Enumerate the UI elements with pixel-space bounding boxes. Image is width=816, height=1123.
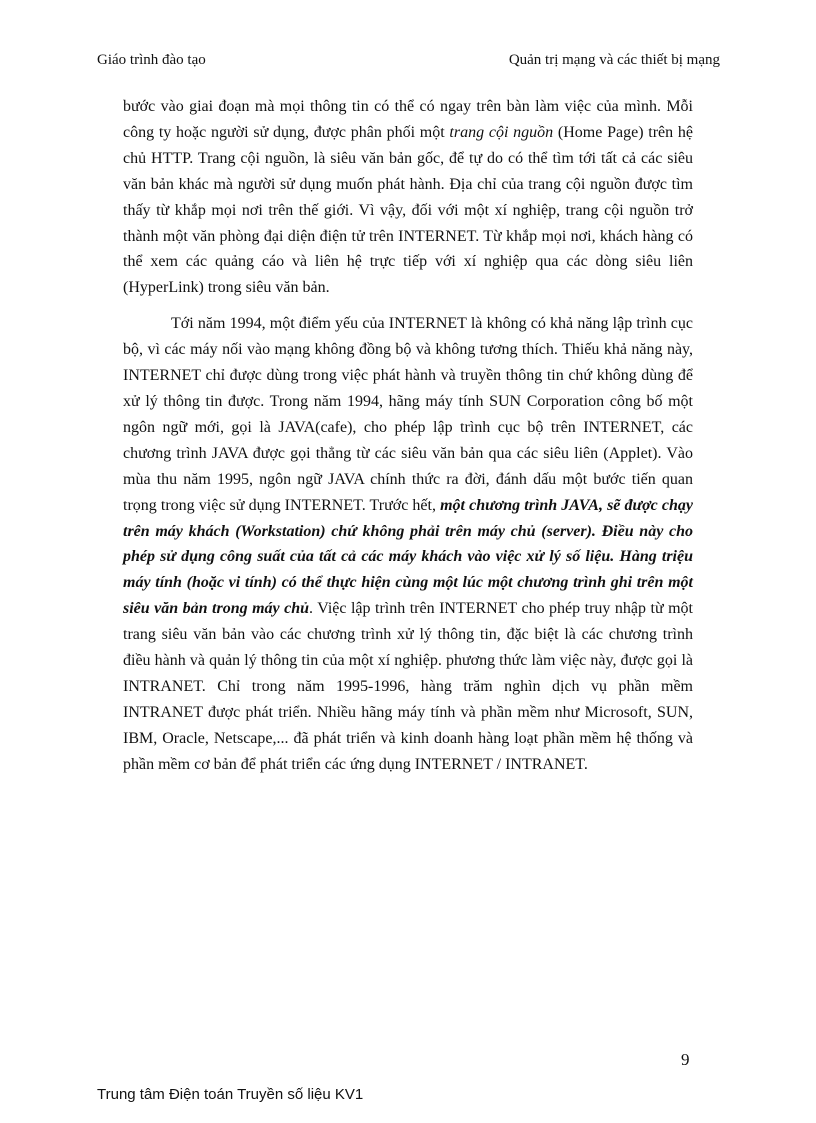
footer-text: Trung tâm Điện toán Truyền số liệu KV1 (97, 1086, 364, 1103)
page-number: 9 (681, 1050, 690, 1069)
paragraph-2-bold-italic: một chương trình JAVA, sẽ được chạy trên máy khách (Workstation) chứ không phải trên máy chủ (server). Điều này cho phép sử dụng công suất của tất cả các máy khách vào việc xử lý số liệu. Hàng triệu máy tính (hoặc vi tính) có thể thực hiện cùng một lúc một chương trình ghi trên một siêu văn bản trong máy chủ (123, 496, 693, 618)
paragraph-1-italic: trang cội nguồn (449, 123, 554, 141)
paragraph-2 (123, 311, 693, 777)
paragraph-1 (123, 94, 693, 301)
paragraph-1-text-b: (Home Page) trên hệ chủ HTTP. Trang cội nguồn, là siêu văn bản gốc, để tự do có thể tìm tới tất cả các siêu văn bản khác mà người sử dụng muốn phát hành. Địa chỉ của trang cội nguồn được tìm thấy từ khắp mọi nơi trên thế giới. Vì vậy, đối với một xí nghiệp, trang cội nguồn trở thành một văn phòng đại diện điện tử trên INTERNET. Từ khắp mọi nơi, khách hàng có thể xem các quảng cáo và liên hệ trực tiếp với xí nghiệp qua các dòng siêu liên (HyperLink) trong siêu văn bản. (123, 123, 693, 297)
paragraph-2-text-b: . Việc lập trình trên INTERNET cho phép truy nhập từ một trang siêu văn bản vào các chương trình xử lý thông tin, đặc biệt là các chương trình điều hành và quản lý thông tin của một xí nghiệp. phương thức làm việc này, được gọi là INTRANET. Chỉ trong năm 1995-1996, hàng trăm nghìn dịch vụ phần mềm INTRANET được phát triển. Nhiều hãng máy tính và phần mềm như Microsoft, SUN, IBM, Oracle, Netscape,... đã phát triển và kinh doanh hàng loạt phần mềm hệ thống và phần mềm cơ bản để phát triển các ứng dụng INTERNET / INTRANET. (123, 600, 693, 773)
header-left-title: Giáo trình đào tạo (97, 52, 206, 68)
body-text (123, 94, 693, 778)
header-right-title: Quản trị mạng và các thiết bị mạng (508, 52, 720, 68)
paragraph-2-text-a: Tới năm 1994, một điểm yếu của INTERNET là không có khả năng lập trình cục bộ, vì các máy nối vào mạng không đồng bộ và không tương thích. Thiếu khả năng này, INTERNET chỉ được dùng trong việc phát hành và truyền thông tin chứ không dùng để xử lý thông tin được. Trong năm 1994, hãng máy tính SUN Corporation công bố một ngôn ngữ mới, gọi là JAVA(cafe), cho phép lập trình cục bộ trên INTERNET, các chương trình JAVA được gọi thẳng từ các siêu văn bản qua các siêu liên (Applet). Vào mùa thu năm 1995, ngôn ngữ JAVA chính thức ra đời, đánh dấu một bước tiến quan trọng trong việc sử dụng INTERNET. Trước hết, (123, 315, 693, 514)
paragraph-1-text-a: bước vào giai đoạn mà mọi thông tin có thể có ngay trên bàn làm việc của mình. Mỗi công ty hoặc người sử dụng, được phân phối một (123, 98, 693, 141)
